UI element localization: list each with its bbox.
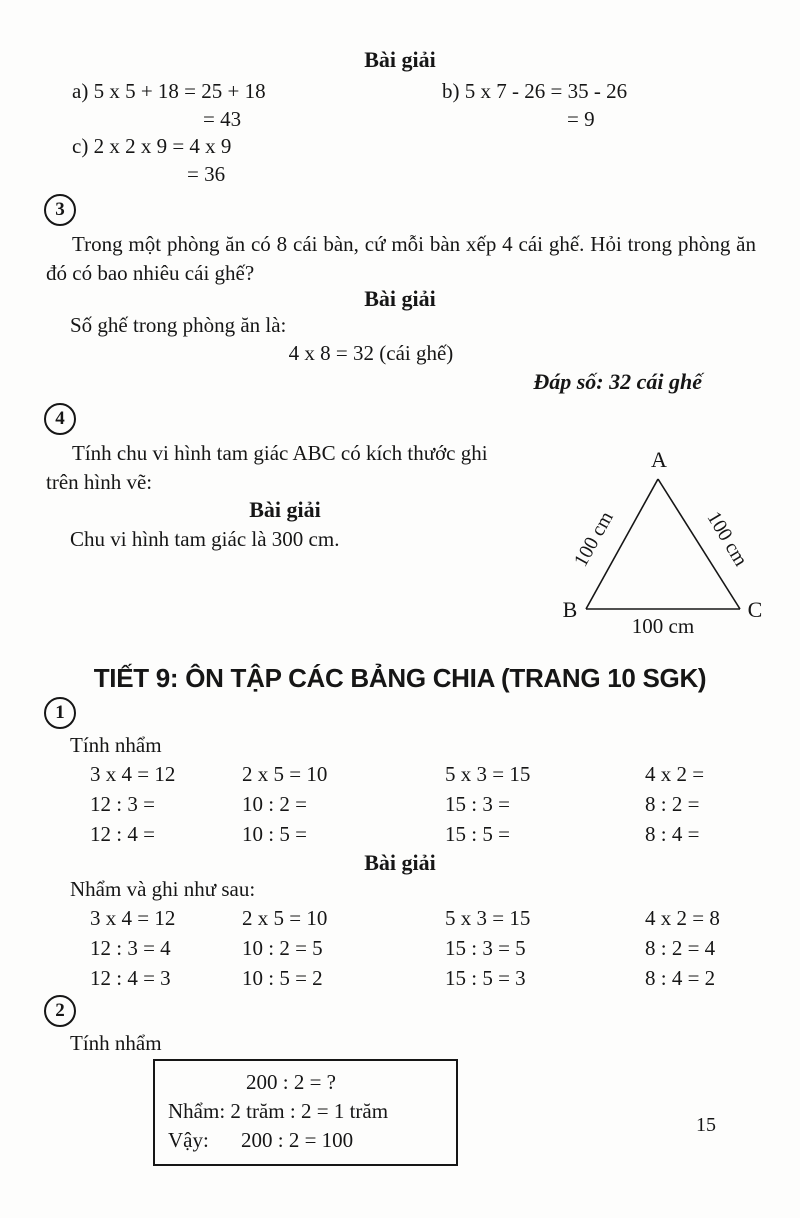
page-number: 15 [696,1114,716,1136]
exercise-cell: 15 : 3 = [445,792,510,816]
solution-cell: 15 : 3 = 5 [445,936,526,960]
equation-c-line1: c) 2 x 2 x 9 = 4 x 9 [72,134,232,158]
problem3-number-row [44,194,800,228]
problem3-statement: Trong một phòng ăn có 8 cái bàn, cứ mỗi bàn xếp 4 cái ghế. Hỏi trong phòng ăn đó có bao nhiêu cái ghế? [46,232,756,285]
equation-c-line2: = 36 [187,161,226,186]
exercise-cell: 10 : 5 = [242,822,307,846]
exercise-cell: 3 x 4 = 12 [90,762,176,786]
problem2-title: Tính nhẩm [70,1031,162,1055]
example-line3 [168,1126,444,1155]
solution-cell: 15 : 5 = 3 [445,966,526,990]
solution-cell: 2 x 5 = 10 [242,906,328,930]
problem4-bai-giai-heading: Bài giải [249,497,321,522]
solution-cell: 3 x 4 = 12 [90,906,176,930]
triangle-vertex-c-label: C [747,597,763,622]
triangle-side-ac-label: 100 cm [702,507,752,571]
equation-a-line1: a) 5 x 5 + 18 = 25 + 18 [72,79,266,103]
problem3-equation: 4 x 8 = 32 (cái ghế) [288,341,454,365]
problem4-text-column [46,439,524,645]
problem3-solution-intro: Số ghế trong phòng ăn là: [70,313,287,337]
lesson-heading: TIẾT 9: ÔN TẬP CÁC BẢNG CHIA (TRANG 10 SGK) [93,663,707,693]
worked-equations [72,78,800,188]
problem1-exercise-table [90,759,800,849]
solution-cell: 10 : 5 = 2 [242,966,323,990]
example-line1: 200 : 2 = ? [246,1070,336,1094]
problem2-number-row [44,995,800,1029]
problem3-answer: Đáp số: 32 cái ghế [533,369,702,394]
equations-left-column [72,78,442,188]
problem3-bai-giai-heading: Bài giải [364,286,436,311]
problem4-section [46,439,800,645]
exercise-cell: 15 : 5 = [445,822,510,846]
problem3-number-badge: 3 [44,194,76,226]
problem1-number-row [44,697,800,731]
example-line3-label: Vậy: [168,1128,209,1152]
triangle-side-bc-label: 100 cm [631,614,695,638]
equation-b-line2: = 9 [567,106,595,131]
triangle-abc-svg [546,443,786,639]
problem1-title: Tính nhẩm [70,733,162,757]
problem1-solution-intro: Nhẩm và ghi như sau: [70,877,256,901]
exercise-cell: 5 x 3 = 15 [445,762,531,786]
equations-right-column [442,78,800,188]
example-line2: Nhẩm: 2 trăm : 2 = 1 trăm [168,1099,389,1123]
equation-a-line2: = 43 [203,106,242,131]
solution-cell: 10 : 2 = 5 [242,936,323,960]
triangle-figure [546,443,786,645]
solution-cell: 8 : 4 = 2 [645,966,716,990]
solution-cell: 5 x 3 = 15 [445,906,531,930]
problem4-number-badge: 4 [44,403,76,435]
problem2-example-box [153,1059,458,1166]
example-line3-value: 200 : 2 = 100 [241,1128,354,1152]
problem1-bai-giai-heading: Bài giải [364,850,436,875]
solution-cell: 12 : 4 = 3 [90,966,171,990]
problem4-solution: Chu vi hình tam giác là 300 cm. [70,527,340,551]
solution-cell: 12 : 3 = 4 [90,936,171,960]
problem4-number-row [44,403,800,437]
problem4-statement: Tính chu vi hình tam giác ABC có kích thước ghi trên hình vẽ: [46,441,488,494]
exercise-cell: 10 : 2 = [242,792,307,816]
exercise-cell: 8 : 4 = [645,822,700,846]
exercise-cell: 4 x 2 = [645,762,705,786]
triangle-vertex-a-label: A [651,447,667,472]
exercise-cell: 8 : 2 = [645,792,700,816]
exercise-cell: 12 : 4 = [90,822,155,846]
exercise-cell: 2 x 5 = 10 [242,762,328,786]
triangle-vertex-b-label: B [562,597,578,622]
problem2-number-badge: 2 [44,995,76,1027]
exercise-cell: 12 : 3 = [90,792,155,816]
solution-cell: 8 : 2 = 4 [645,936,716,960]
problem1-number-badge: 1 [44,697,76,729]
triangle-side-ab-label: 100 cm [569,507,618,571]
bai-giai-heading-top: Bài giải [364,47,436,72]
equation-b-line1: b) 5 x 7 - 26 = 35 - 26 [442,79,628,103]
solution-cell: 4 x 2 = 8 [645,906,720,930]
problem1-solution-table [90,903,800,993]
